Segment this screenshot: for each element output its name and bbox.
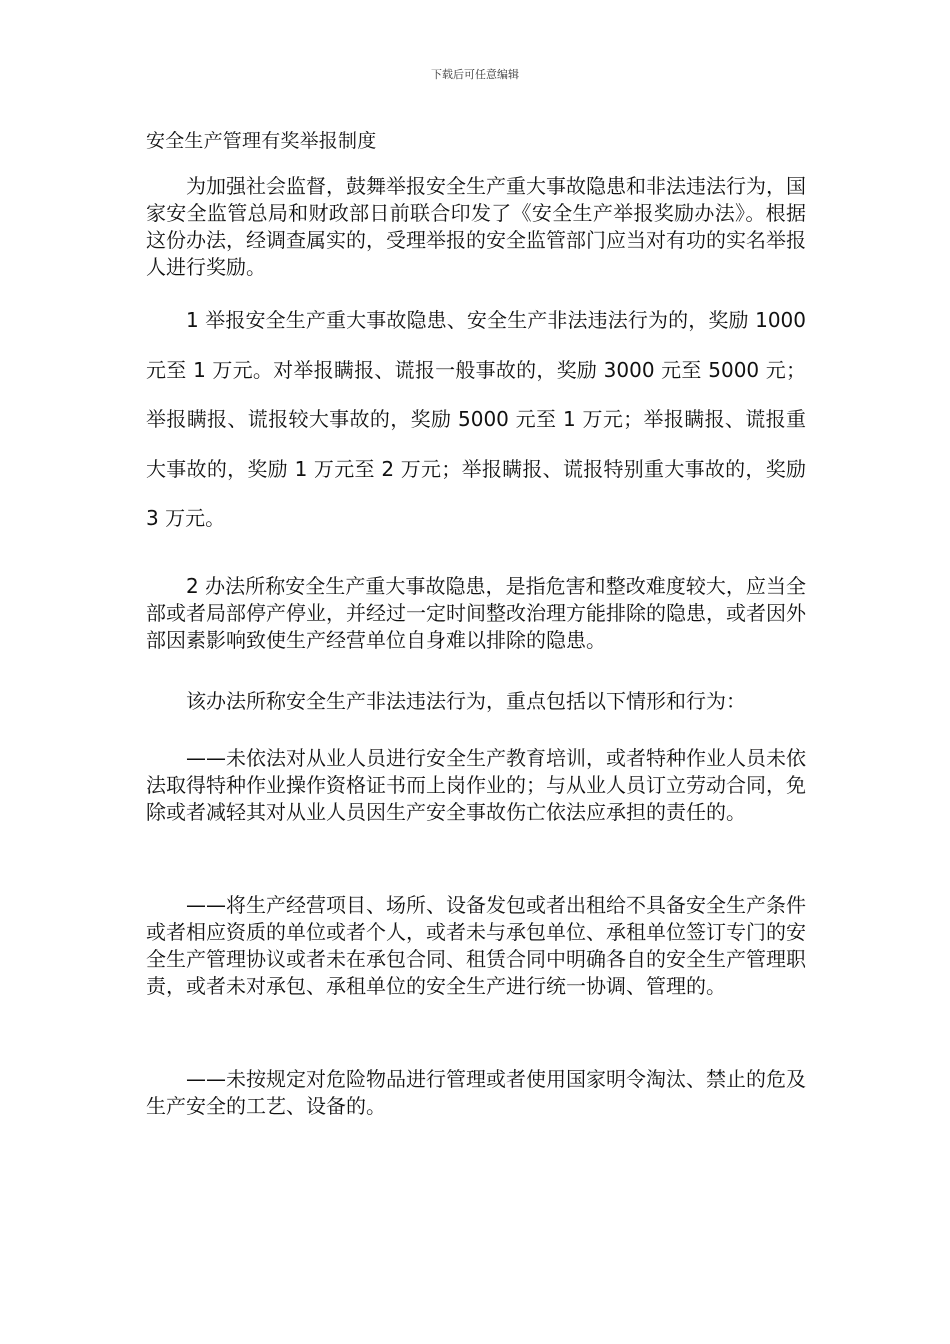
- paragraph-item-1: 1 举报安全生产重大事故隐患、安全生产非法违法行为的，奖励 1000 元至 1 万元。对举报瞒报、谎报一般事故的，奖励 3000 元至 5000 元；举报瞒报、谎报较大事故的，奖励 5000 元至 1 万元；举报瞒报、谎报重大事故的，奖励 1 万元至 2 万元；举报瞒报、谎报特别重大事故的，奖励 3 万元。: [146, 308, 806, 530]
- paragraph-item-2: 2 办法所称安全生产重大事故隐患，是指危害和整改难度较大，应当全部或者局部停产停业，并经过一定时间整改治理方能排除的隐患，或者因外部因素影响致使生产经营单位自身难以排除的隐患。: [146, 574, 806, 652]
- header-note: 下载后可任意编辑: [431, 68, 519, 81]
- paragraph-case-3: ——未按规定对危险物品进行管理或者使用国家明令淘汰、禁止的危及生产安全的工艺、设备的。: [146, 1067, 806, 1118]
- document-title: 安全生产管理有奖举报制度: [146, 130, 377, 152]
- paragraph-case-2: ——将生产经营项目、场所、设备发包或者出租给不具备安全生产条件或者相应资质的单位或者个人，或者未与承包单位、承租单位签订专门的安全生产管理协议或者未在承包合同、租赁合同中明确各自的安全生产管理职责，或者未对承包、承租单位的安全生产进行统一协调、管理的。: [146, 893, 806, 998]
- paragraph-case-1: ——未依法对从业人员进行安全生产教育培训，或者特种作业人员未依法取得特种作业操作资格证书而上岗作业的；与从业人员订立劳动合同，免除或者减轻其对从业人员因生产安全事故伤亡依法应承担的责任的。: [146, 746, 806, 824]
- paragraph-intro: 为加强社会监督，鼓舞举报安全生产重大事故隐患和非法违法行为，国家安全监管总局和财政部日前联合印发了《安全生产举报奖励办法》。根据这份办法，经调查属实的，受理举报的安全监管部门应当对有功的实名举报人进行奖励。: [146, 174, 806, 279]
- paragraph-illegal-intro: 该办法所称安全生产非法违法行为，重点包括以下情形和行为：: [186, 689, 746, 713]
